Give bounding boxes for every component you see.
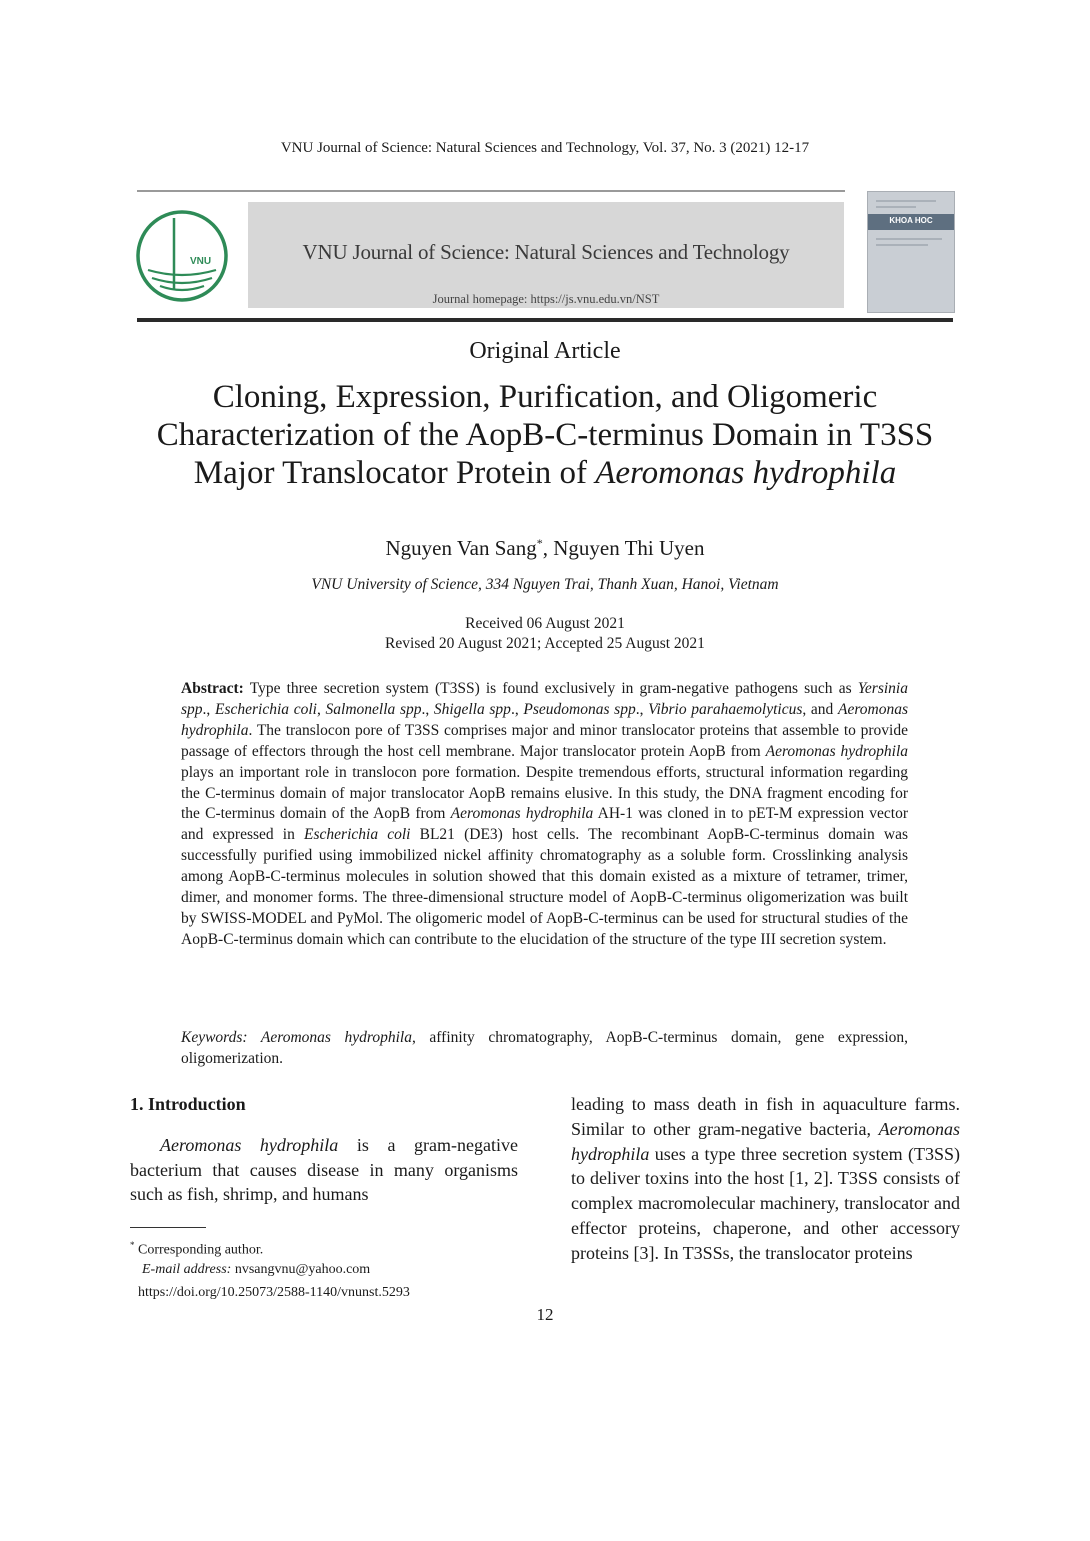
abstract-italic: Aeromonas hydrophila — [450, 805, 594, 823]
cover-line — [876, 244, 928, 246]
abstract-text: ., — [421, 700, 434, 718]
title-line-3 — [100, 454, 990, 492]
left-column — [130, 1092, 518, 1207]
running-head: VNU Journal of Science: Natural Sciences and Technology, Vol. 37, No. 3 (2021) 12-17 — [280, 140, 810, 156]
logo-text: VNU — [190, 256, 212, 267]
keywords-text: , affinity chromatography, AopB-C-terminus domain, gene expression, oligomerization. — [181, 1029, 908, 1067]
abstract-text: AH-1 was cloned in to pET-M expression vector and expressed in — [181, 805, 909, 844]
abstract-text: ., — [202, 700, 215, 718]
abstract-text: BL21 (DE3) host cells. The recombinant AopB-C-terminus domain was successfully purified using immobilized nickel affinity chromatography as a soluble form. Crosslinking analysis among AopB-C-terminus molecules in solution showed that this domain existed as a mixture of tetramer, trimer, dimer, and monomer forms. The three-dimensional structure model of AopB-C-terminus oligomerization was built by SWISS-MODEL and PyMol. The oligomeric model of AopB-C-terminus can be used for structural studies of the AopB-C-terminus domain which can contribute to the elucidation of the structure of the type III secretion system. — [181, 826, 908, 948]
abstract — [181, 679, 908, 951]
keywords — [181, 1027, 908, 1069]
author-2: Nguyen Thi Uyen — [553, 536, 705, 560]
abstract-italic: Vibrio parahaemolyticus — [648, 700, 803, 718]
affiliation: VNU University of Science, 334 Nguyen Trai, Thanh Xuan, Hanoi, Vietnam — [311, 576, 779, 593]
received-date: Received 06 August 2021 — [465, 615, 625, 632]
doi-link[interactable]: https://doi.org/10.25073/2588-1140/vnunst.5293 — [138, 1285, 410, 1300]
author-1: Nguyen Van Sang — [385, 536, 537, 560]
banner-bottom-rule — [137, 318, 953, 322]
intro-text: is a gram-negative bacterium that causes disease in many organisms such as fish, shrimp, and humans — [130, 1134, 519, 1205]
keywords-italic: Aeromonas hydrophila — [247, 1029, 412, 1046]
corresponding-mark: * — [536, 536, 543, 550]
page-number: 12 — [536, 1305, 554, 1324]
title-species: Aeromonas hydrophila — [595, 455, 897, 491]
article-type: Original Article — [469, 338, 621, 364]
abstract-italic: Escherichia coli — [304, 826, 411, 844]
section-heading-introduction: 1. Introduction — [130, 1094, 246, 1114]
title-line-2: Characterization of the AopB-C-terminus Domain in T3SS — [156, 417, 934, 453]
revised-accepted-date: Revised 20 August 2021; Accepted 25 August 2021 — [385, 635, 705, 652]
vnu-logo-icon — [134, 208, 230, 304]
abstract-italic: Shigella spp — [433, 700, 511, 718]
footnote-mark: * — [130, 1240, 135, 1250]
abstract-text: Type three secretion system (T3SS) is found exclusively in gram-negative pathogens such as — [243, 680, 858, 697]
cover-title: KHOA HOC — [889, 216, 933, 225]
abstract-italic: Escherichia coli — [214, 700, 317, 718]
title-line-3-plain: Major Translocator Protein of — [193, 455, 596, 491]
intro-paragraph — [130, 1133, 518, 1207]
journal-homepage: Journal homepage: https://js.vnu.edu.vn/NST — [432, 292, 660, 306]
keywords-label: Keywords: — [181, 1029, 248, 1046]
abstract-text: , and — [802, 700, 838, 718]
cover-line — [876, 206, 916, 208]
abstract-italic: Salmonella spp — [325, 700, 422, 718]
abstract-text: ., — [510, 700, 524, 718]
abstract-italic: Aeromonas hydrophila — [181, 700, 909, 739]
journal-name: VNU Journal of Science: Natural Sciences and Technology — [302, 240, 790, 264]
intro-italic: Aeromonas hydrophila — [571, 1118, 960, 1164]
email-label: E-mail address: — [142, 1261, 232, 1277]
abstract-italic: Yersinia spp — [181, 680, 908, 718]
cover-line — [876, 238, 942, 240]
article-dates — [0, 614, 1090, 654]
banner-top-rule — [137, 190, 845, 192]
abstract-italic: Aeromonas hydrophila — [765, 742, 909, 760]
cover-line — [876, 200, 936, 202]
email-address[interactable]: nvsangvnu@yahoo.com — [231, 1261, 371, 1277]
abstract-text: . The translocon pore of T3SS comprises major and minor translocator proteins that assemble to provide passage of effectors through the host cell membrane. Major translocator protein AopB from — [181, 721, 908, 760]
abstract-italic: Pseudomonas spp — [523, 700, 636, 718]
intro-paragraph-continued — [571, 1092, 960, 1266]
article-title — [100, 378, 990, 492]
title-line-1: Cloning, Expression, Purification, and Oligomeric — [212, 379, 878, 415]
footnote-corresponding — [130, 1236, 518, 1260]
intro-text: leading to mass death in fish in aquaculture farms. Similar to other gram-negative bacteria, — [571, 1094, 960, 1139]
abstract-text: ., — [635, 700, 649, 718]
intro-italic: Aeromonas hydrophila — [160, 1134, 339, 1155]
intro-text: uses a type three secretion system (T3SS) to deliver toxins into the host [1, 2]. T3SS consists of complex macromolecular machinery, translocator and effector proteins, chaperone, and other accessory proteins [3]. In T3SSs, the translocator proteins — [571, 1143, 960, 1263]
footnote-rule — [130, 1227, 206, 1228]
abstract-label: Abstract: — [181, 680, 244, 697]
right-column — [571, 1092, 960, 1266]
author-separator: , — [542, 536, 554, 560]
abstract-text: , — [316, 700, 326, 718]
journal-cover-thumbnail — [867, 191, 955, 313]
footnote — [130, 1236, 518, 1279]
footnote-email — [130, 1260, 518, 1279]
abstract-text: plays an important role in translocon pore formation. Despite tremendous efforts, structural information regarding the C-terminus domain of major translocator AopB remains elusive. In this study, the DNA fragment encoding for the C-terminus domain of the AopB from — [181, 763, 908, 823]
footnote-text: Corresponding author. — [134, 1242, 264, 1258]
authors — [0, 536, 1090, 561]
